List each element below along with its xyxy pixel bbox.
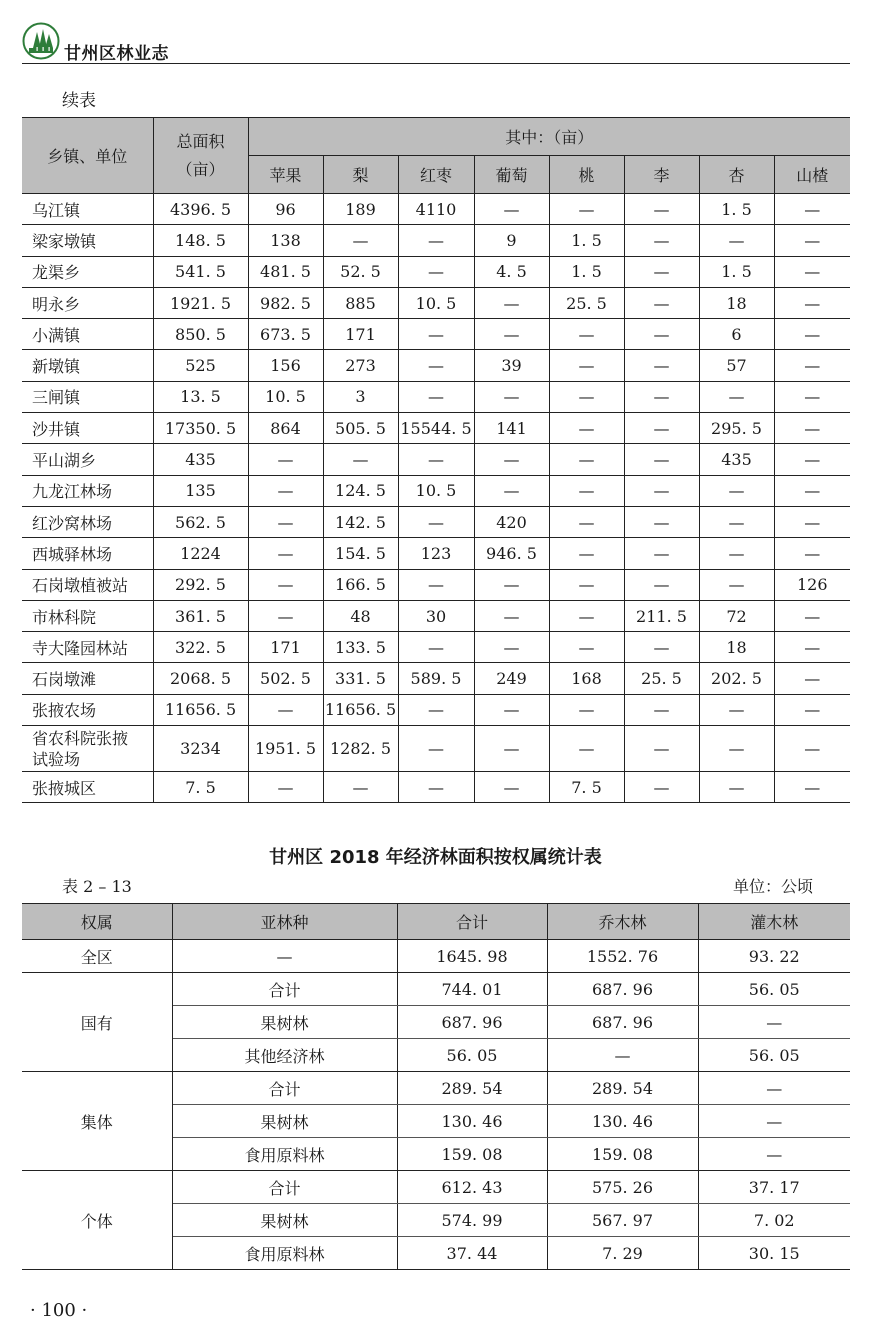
table-row xyxy=(22,569,850,600)
value-cell: — xyxy=(248,772,323,803)
value-cell: 249 xyxy=(474,663,549,694)
value-cell: — xyxy=(323,444,398,475)
value-cell: — xyxy=(624,319,699,350)
value-cell: — xyxy=(774,475,850,506)
value-cell: 17350. 5 xyxy=(153,413,248,444)
value-cell: 1552. 76 xyxy=(547,940,698,973)
value-cell: 574. 99 xyxy=(397,1204,547,1237)
header-fruit-梨: 梨 xyxy=(323,156,398,194)
value-cell: — xyxy=(398,506,474,537)
value-cell: 148. 5 xyxy=(153,225,248,256)
town-name-cell: 石岗墩植被站 xyxy=(22,569,153,600)
value-cell: 56. 05 xyxy=(397,1039,547,1072)
town-name-cell: 明永乡 xyxy=(22,287,153,318)
value-cell: 292. 5 xyxy=(153,569,248,600)
value-cell: 1921. 5 xyxy=(153,287,248,318)
value-cell: 130. 46 xyxy=(397,1105,547,1138)
value-cell: — xyxy=(474,444,549,475)
header-乔木林: 乔木林 xyxy=(547,904,698,940)
value-cell: — xyxy=(698,1072,850,1105)
town-name-cell: 新墩镇 xyxy=(22,350,153,381)
value-cell: — xyxy=(549,319,624,350)
value-cell: 420 xyxy=(474,506,549,537)
value-cell: — xyxy=(474,772,549,803)
value-cell: — xyxy=(774,694,850,725)
town-name-cell: 九龙江林场 xyxy=(22,475,153,506)
value-cell: — xyxy=(698,1105,850,1138)
value-cell: 946. 5 xyxy=(474,538,549,569)
value-cell: 72 xyxy=(699,600,774,631)
value-cell: — xyxy=(624,475,699,506)
value-cell: — xyxy=(474,600,549,631)
header-fruit-杏: 杏 xyxy=(699,156,774,194)
value-cell: 502. 5 xyxy=(248,663,323,694)
value-cell: — xyxy=(474,475,549,506)
ownership-cell: 国有 xyxy=(22,973,172,1072)
value-cell: — xyxy=(774,319,850,350)
header-breakdown: 其中：（亩） xyxy=(248,118,850,156)
value-cell: 56. 05 xyxy=(698,1039,850,1072)
value-cell: 481. 5 xyxy=(248,256,323,287)
value-cell: 159. 08 xyxy=(397,1138,547,1171)
value-cell: — xyxy=(624,506,699,537)
value-cell: — xyxy=(474,319,549,350)
value-cell: — xyxy=(774,194,850,225)
town-name-cell: 梁家墩镇 xyxy=(22,225,153,256)
value-cell: — xyxy=(624,350,699,381)
value-cell: — xyxy=(699,569,774,600)
header-fruit-李: 李 xyxy=(624,156,699,194)
value-cell: 673. 5 xyxy=(248,319,323,350)
value-cell: 505. 5 xyxy=(323,413,398,444)
value-cell: 687. 96 xyxy=(547,1006,698,1039)
value-cell: 124. 5 xyxy=(323,475,398,506)
table-row xyxy=(22,1171,850,1204)
value-cell: 39 xyxy=(474,350,549,381)
value-cell: — xyxy=(624,694,699,725)
value-cell: — xyxy=(549,444,624,475)
forest-type-cell: 果树林 xyxy=(172,1105,397,1138)
value-cell: 156 xyxy=(248,350,323,381)
value-cell: — xyxy=(549,600,624,631)
value-cell: 141 xyxy=(474,413,549,444)
value-cell: — xyxy=(549,538,624,569)
table-row xyxy=(22,600,850,631)
value-cell: 10. 5 xyxy=(248,381,323,412)
value-cell: — xyxy=(474,632,549,663)
forest-type-cell: 食用原料林 xyxy=(172,1237,397,1270)
value-cell: — xyxy=(774,350,850,381)
value-cell: 15544. 5 xyxy=(398,413,474,444)
value-cell: 1. 5 xyxy=(699,194,774,225)
value-cell: — xyxy=(398,694,474,725)
value-cell: 96 xyxy=(248,194,323,225)
header-fruit-桃: 桃 xyxy=(549,156,624,194)
town-name-cell: 沙井镇 xyxy=(22,413,153,444)
table-row xyxy=(22,663,850,694)
value-cell: 30. 15 xyxy=(698,1237,850,1270)
value-cell: 1. 5 xyxy=(549,256,624,287)
value-cell: — xyxy=(549,506,624,537)
forest-type-cell: 合计 xyxy=(172,973,397,1006)
ownership-cell: 全区 xyxy=(22,940,172,973)
value-cell: 25. 5 xyxy=(624,663,699,694)
value-cell: — xyxy=(774,287,850,318)
value-cell: — xyxy=(624,287,699,318)
value-cell: 138 xyxy=(248,225,323,256)
value-cell: — xyxy=(624,444,699,475)
value-cell: 589. 5 xyxy=(398,663,474,694)
value-cell: — xyxy=(774,632,850,663)
town-name-cell: 寺大隆园林站 xyxy=(22,632,153,663)
value-cell: — xyxy=(474,287,549,318)
value-cell: 562. 5 xyxy=(153,506,248,537)
table2-unit: 单位：公顷 xyxy=(732,877,813,896)
value-cell: 211. 5 xyxy=(624,600,699,631)
value-cell: 982. 5 xyxy=(248,287,323,318)
value-cell: — xyxy=(549,632,624,663)
value-cell: — xyxy=(323,225,398,256)
value-cell: — xyxy=(624,194,699,225)
ownership-cell: 个体 xyxy=(22,1171,172,1270)
value-cell: 7. 02 xyxy=(698,1204,850,1237)
value-cell: 850. 5 xyxy=(153,319,248,350)
value-cell: 331. 5 xyxy=(323,663,398,694)
value-cell: — xyxy=(248,444,323,475)
value-cell: — xyxy=(549,726,624,772)
value-cell: 57 xyxy=(699,350,774,381)
value-cell: — xyxy=(398,632,474,663)
value-cell: — xyxy=(474,694,549,725)
forest-type-cell: 其他经济林 xyxy=(172,1039,397,1072)
value-cell: 1951. 5 xyxy=(248,726,323,772)
value-cell: — xyxy=(699,506,774,537)
value-cell: — xyxy=(549,475,624,506)
value-cell: 7. 5 xyxy=(153,772,248,803)
value-cell: 4. 5 xyxy=(474,256,549,287)
value-cell: 30 xyxy=(398,600,474,631)
table-row xyxy=(22,287,850,318)
header-合计: 合计 xyxy=(397,904,547,940)
value-cell: 4396. 5 xyxy=(153,194,248,225)
forest-type-cell: 果树林 xyxy=(172,1006,397,1039)
town-name-cell: 西城驿林场 xyxy=(22,538,153,569)
town-name-cell: 石岗墩滩 xyxy=(22,663,153,694)
table-row xyxy=(22,381,850,412)
value-cell: 3 xyxy=(323,381,398,412)
forest-type-cell: 合计 xyxy=(172,1171,397,1204)
value-cell: 687. 96 xyxy=(547,973,698,1006)
value-cell: — xyxy=(624,569,699,600)
value-cell: 11656. 5 xyxy=(153,694,248,725)
town-name-cell: 红沙窝林场 xyxy=(22,506,153,537)
value-cell: — xyxy=(774,381,850,412)
table-row xyxy=(22,1072,850,1105)
header-fruit-红枣: 红枣 xyxy=(398,156,474,194)
value-cell: — xyxy=(398,569,474,600)
value-cell: — xyxy=(774,256,850,287)
value-cell: 142. 5 xyxy=(323,506,398,537)
value-cell: 361. 5 xyxy=(153,600,248,631)
value-cell: — xyxy=(474,381,549,412)
value-cell: 289. 54 xyxy=(547,1072,698,1105)
value-cell: 1. 5 xyxy=(699,256,774,287)
table-row xyxy=(22,413,850,444)
value-cell: 10. 5 xyxy=(398,475,474,506)
value-cell: — xyxy=(248,475,323,506)
value-cell: 18 xyxy=(699,632,774,663)
value-cell: 744. 01 xyxy=(397,973,547,1006)
value-cell: — xyxy=(774,413,850,444)
header-亚林种: 亚林种 xyxy=(172,904,397,940)
value-cell: — xyxy=(699,225,774,256)
header-total-area: 总面积 （亩） xyxy=(153,118,248,194)
value-cell: 18 xyxy=(699,287,774,318)
value-cell: — xyxy=(549,350,624,381)
value-cell: — xyxy=(699,381,774,412)
value-cell: — xyxy=(474,569,549,600)
page-header xyxy=(22,22,850,64)
table-row xyxy=(22,726,850,772)
table-row xyxy=(22,772,850,803)
value-cell: 166. 5 xyxy=(323,569,398,600)
value-cell: — xyxy=(774,600,850,631)
town-name-cell: 小满镇 xyxy=(22,319,153,350)
value-cell: — xyxy=(398,319,474,350)
value-cell: 13. 5 xyxy=(153,381,248,412)
value-cell: — xyxy=(624,726,699,772)
value-cell: 52. 5 xyxy=(323,256,398,287)
value-cell: — xyxy=(699,726,774,772)
value-cell: — xyxy=(248,506,323,537)
table-row xyxy=(22,475,850,506)
table-row xyxy=(22,256,850,287)
value-cell: 171 xyxy=(323,319,398,350)
value-cell: — xyxy=(398,350,474,381)
value-cell: 885 xyxy=(323,287,398,318)
orchard-area-table xyxy=(22,117,850,803)
forest-type-cell: 合计 xyxy=(172,1072,397,1105)
value-cell: — xyxy=(624,538,699,569)
value-cell: 56. 05 xyxy=(698,973,850,1006)
value-cell: — xyxy=(248,600,323,631)
value-cell: 159. 08 xyxy=(547,1138,698,1171)
table-row xyxy=(22,538,850,569)
value-cell: 10. 5 xyxy=(398,287,474,318)
value-cell: 1. 5 xyxy=(549,225,624,256)
value-cell: 289. 54 xyxy=(397,1072,547,1105)
value-cell: 37. 44 xyxy=(397,1237,547,1270)
value-cell: — xyxy=(774,726,850,772)
value-cell: 295. 5 xyxy=(699,413,774,444)
value-cell: 130. 46 xyxy=(547,1105,698,1138)
value-cell: 202. 5 xyxy=(699,663,774,694)
value-cell: — xyxy=(699,772,774,803)
table-row xyxy=(22,225,850,256)
value-cell: — xyxy=(624,256,699,287)
value-cell: — xyxy=(549,194,624,225)
value-cell: 9 xyxy=(474,225,549,256)
value-cell: 1282. 5 xyxy=(323,726,398,772)
value-cell: 4110 xyxy=(398,194,474,225)
value-cell: 541. 5 xyxy=(153,256,248,287)
town-name-cell: 乌江镇 xyxy=(22,194,153,225)
table2-title: 甘州区 2018 年经济林面积按权属统计表 xyxy=(269,847,602,868)
header-fruit-苹果: 苹果 xyxy=(248,156,323,194)
value-cell: 1224 xyxy=(153,538,248,569)
table-row xyxy=(22,444,850,475)
table-row xyxy=(22,940,850,973)
value-cell: — xyxy=(699,475,774,506)
value-cell: 133. 5 xyxy=(323,632,398,663)
value-cell: 435 xyxy=(699,444,774,475)
value-cell: — xyxy=(699,694,774,725)
value-cell: 525 xyxy=(153,350,248,381)
value-cell: — xyxy=(624,772,699,803)
town-name-cell: 张掖农场 xyxy=(22,694,153,725)
value-cell: 3234 xyxy=(153,726,248,772)
value-cell: — xyxy=(774,444,850,475)
table-row xyxy=(22,506,850,537)
value-cell: 154. 5 xyxy=(323,538,398,569)
value-cell: 11656. 5 xyxy=(323,694,398,725)
table2-number: 表 2 – 13 xyxy=(62,877,132,896)
town-name-cell: 三闸镇 xyxy=(22,381,153,412)
forest-type-cell: 果树林 xyxy=(172,1204,397,1237)
header-fruit-葡萄: 葡萄 xyxy=(474,156,549,194)
value-cell: — xyxy=(549,569,624,600)
value-cell: — xyxy=(398,726,474,772)
value-cell: — xyxy=(398,256,474,287)
town-name-cell: 张掖城区 xyxy=(22,772,153,803)
header-town: 乡镇、单位 xyxy=(22,118,153,194)
value-cell: — xyxy=(248,569,323,600)
value-cell: 189 xyxy=(323,194,398,225)
value-cell: — xyxy=(549,694,624,725)
header-权属: 权属 xyxy=(22,904,172,940)
value-cell: 7. 5 xyxy=(549,772,624,803)
value-cell: — xyxy=(624,225,699,256)
table-row xyxy=(22,694,850,725)
value-cell: — xyxy=(624,413,699,444)
value-cell: — xyxy=(398,225,474,256)
value-cell: 25. 5 xyxy=(549,287,624,318)
value-cell: — xyxy=(774,772,850,803)
table-row xyxy=(22,319,850,350)
value-cell: — xyxy=(774,506,850,537)
value-cell: 126 xyxy=(774,569,850,600)
header-灌木林: 灌木林 xyxy=(698,904,850,940)
value-cell: — xyxy=(549,413,624,444)
forest-type-cell: 食用原料林 xyxy=(172,1138,397,1171)
value-cell: — xyxy=(624,381,699,412)
value-cell: 93. 22 xyxy=(698,940,850,973)
forest-type-cell: — xyxy=(172,940,397,973)
continued-label: 续表 xyxy=(62,91,96,111)
value-cell: 135 xyxy=(153,475,248,506)
book-title: 甘州区林业志 xyxy=(64,44,169,64)
value-cell: — xyxy=(323,772,398,803)
value-cell: — xyxy=(248,538,323,569)
town-name-cell: 平山湖乡 xyxy=(22,444,153,475)
value-cell: 123 xyxy=(398,538,474,569)
value-cell: 37. 17 xyxy=(698,1171,850,1204)
value-cell: — xyxy=(774,663,850,694)
value-cell: — xyxy=(474,726,549,772)
value-cell: 567. 97 xyxy=(547,1204,698,1237)
value-cell: — xyxy=(699,538,774,569)
value-cell: — xyxy=(774,538,850,569)
value-cell: 273 xyxy=(323,350,398,381)
table-row xyxy=(22,632,850,663)
table-row xyxy=(22,973,850,1006)
value-cell: 864 xyxy=(248,413,323,444)
value-cell: 2068. 5 xyxy=(153,663,248,694)
value-cell: — xyxy=(624,632,699,663)
town-name-cell: 龙渠乡 xyxy=(22,256,153,287)
forest-logo-icon xyxy=(22,22,60,60)
value-cell: 435 xyxy=(153,444,248,475)
town-name-cell: 市林科院 xyxy=(22,600,153,631)
value-cell: — xyxy=(398,381,474,412)
page-number: · 100 · xyxy=(30,1300,88,1321)
value-cell: — xyxy=(774,225,850,256)
value-cell: — xyxy=(248,694,323,725)
value-cell: 612. 43 xyxy=(397,1171,547,1204)
table-row xyxy=(22,350,850,381)
value-cell: — xyxy=(547,1039,698,1072)
town-name-cell: 省农科院张掖 试验场 xyxy=(22,726,153,772)
value-cell: — xyxy=(698,1138,850,1171)
value-cell: 1645. 98 xyxy=(397,940,547,973)
value-cell: 6 xyxy=(699,319,774,350)
value-cell: 575. 26 xyxy=(547,1171,698,1204)
header-fruit-山楂: 山楂 xyxy=(774,156,850,194)
value-cell: — xyxy=(398,772,474,803)
ownership-cell: 集体 xyxy=(22,1072,172,1171)
ownership-table xyxy=(22,903,850,1270)
value-cell: 171 xyxy=(248,632,323,663)
value-cell: — xyxy=(549,381,624,412)
value-cell: — xyxy=(474,194,549,225)
value-cell: 48 xyxy=(323,600,398,631)
value-cell: 7. 29 xyxy=(547,1237,698,1270)
table-row xyxy=(22,194,850,225)
value-cell: 687. 96 xyxy=(397,1006,547,1039)
value-cell: — xyxy=(398,444,474,475)
value-cell: 322. 5 xyxy=(153,632,248,663)
value-cell: 168 xyxy=(549,663,624,694)
value-cell: — xyxy=(698,1006,850,1039)
